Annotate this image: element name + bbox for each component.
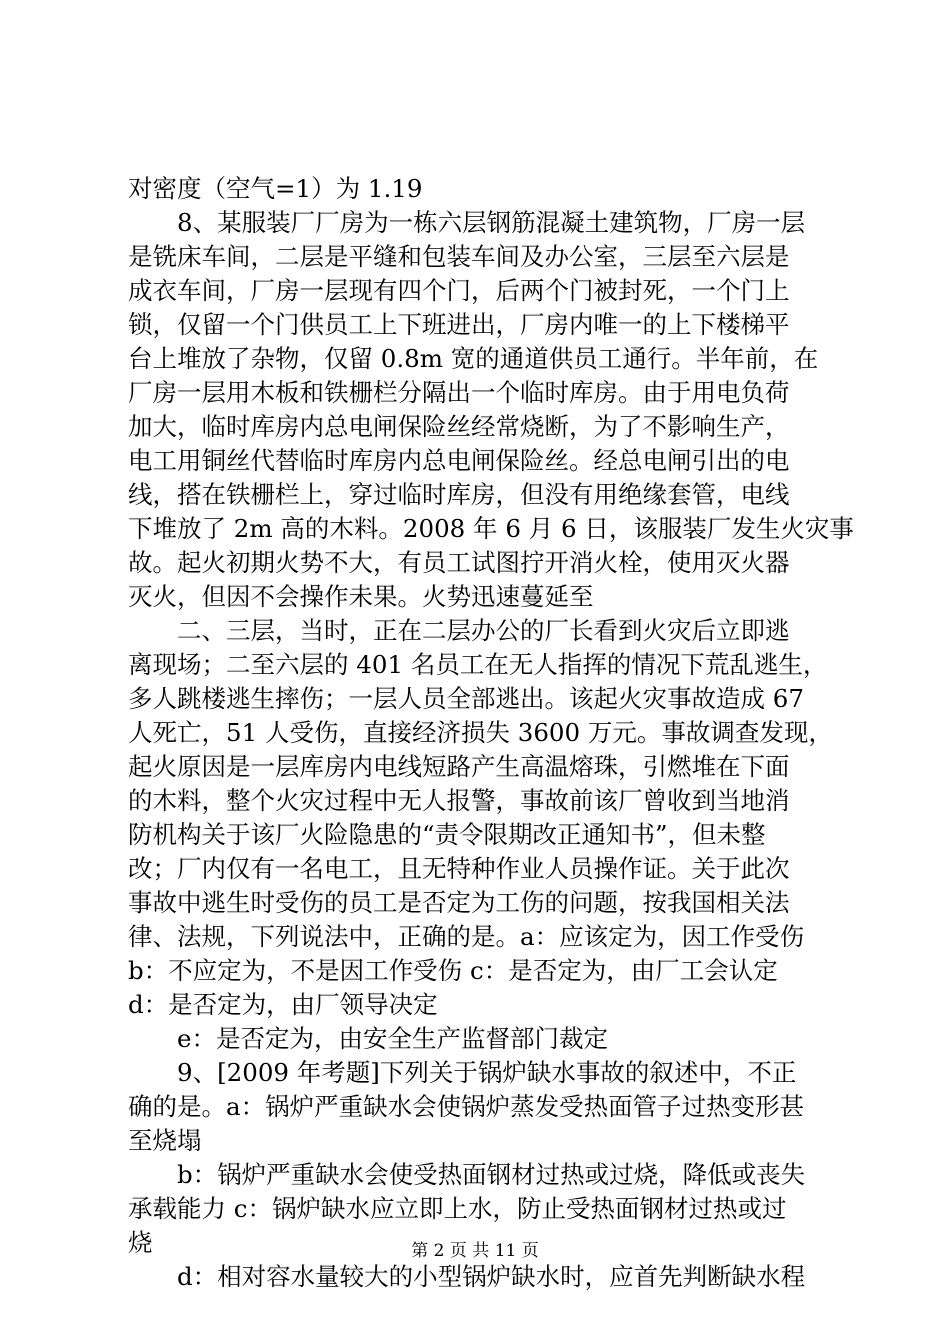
text-line: 人死亡，51 人受伤，直接经济损失 3600 万元。事故调查发现， bbox=[128, 718, 833, 747]
text-line: 律、法规，下列说法中，正确的是。a：应该定为，因工作受伤 bbox=[128, 922, 805, 951]
text-line: 加大，临时库房内总电闸保险丝经常烧断，为了不影响生产， bbox=[128, 412, 790, 441]
text-line: d：是否定为，由厂领导决定 bbox=[128, 990, 438, 1019]
text-line: 故。起火初期火势不大，有员工试图拧开消火栓，使用灭火器 bbox=[128, 548, 790, 577]
page-footer: 第 2 页 共 11 页 bbox=[411, 1241, 539, 1261]
text-line: 至烧塌 bbox=[128, 1126, 202, 1155]
text-line: 起火原因是一层库房内电线短路产生高温熔珠，引燃堆在下面 bbox=[128, 752, 790, 781]
text-line: 多人跳楼逃生摔伤；一层人员全部逃出。该起火灾事故造成 67 bbox=[128, 684, 804, 713]
text-line: 离现场；二至六层的 401 名员工在无人指挥的情况下荒乱逃生， bbox=[128, 650, 828, 679]
text-line: 灭火，但因不会操作未果。火势迅速蔓延至 bbox=[128, 582, 594, 611]
text-line: 的木料，整个火灾过程中无人报警，事故前该厂曾收到当地消 bbox=[128, 786, 790, 815]
text-line: 台上堆放了杂物，仅留 0.8m 宽的通道供员工通行。半年前，在 bbox=[128, 344, 819, 373]
text-line: 9、[2009 年考题]下列关于锅炉缺水事故的叙述中，不正 bbox=[177, 1058, 797, 1087]
text-line: 锁，仅留一个门供员工上下班进出，厂房内唯一的上下楼梯平 bbox=[128, 310, 790, 339]
text-line: e：是否定为，由安全生产监督部门裁定 bbox=[177, 1024, 608, 1053]
text-line: 防机构关于该厂火险隐患的“责令限期改正通知书”，但未整 bbox=[128, 820, 766, 849]
text-line: d：相对容水量较大的小型锅炉缺水时，应首先判断缺水程 bbox=[177, 1262, 806, 1291]
text-line: 厂房一层用木板和铁栅栏分隔出一个临时库房。由于用电负荷 bbox=[128, 378, 790, 407]
text-line: 二、三层，当时，正在二层办公的厂长看到火灾后立即逃 bbox=[177, 616, 790, 645]
text-line: 是铣床车间，二层是平缝和包装车间及办公室，三层至六层是 bbox=[128, 242, 790, 271]
text-line: 8、某服装厂厂房为一栋六层钢筋混凝土建筑物，厂房一层 bbox=[177, 208, 806, 237]
text-line: 烧 bbox=[128, 1228, 153, 1257]
document-body bbox=[128, 172, 854, 1294]
text-line: 电工用铜丝代替临时库房内总电闸保险丝。经总电闸引出的电 bbox=[128, 446, 790, 475]
text-line: 对密度（空气=1）为 1.19 bbox=[128, 174, 423, 203]
text-line: 承载能力 c：锅炉缺水应立即上水，防止受热面钢材过热或过 bbox=[128, 1194, 787, 1223]
text-line: 改；厂内仅有一名电工，且无特种作业人员操作证。关于此次 bbox=[128, 854, 790, 883]
text-line: 下堆放了 2m 高的木料。2008 年 6 月 6 日，该服装厂发生火灾事 bbox=[128, 514, 854, 543]
text-line: b：锅炉严重缺水会使受热面钢材过热或过烧，降低或丧失 bbox=[177, 1160, 806, 1189]
text-line: b：不应定为，不是因工作受伤 c：是否定为，由厂工会认定 bbox=[128, 956, 778, 985]
text-line: 成衣车间，厂房一层现有四个门，后两个门被封死，一个门上 bbox=[128, 276, 790, 305]
text-line: 事故中逃生时受伤的员工是否定为工伤的问题，按我国相关法 bbox=[128, 888, 790, 917]
text-line: 确的是。a：锅炉严重缺水会使锅炉蒸发受热面管子过热变形甚 bbox=[128, 1092, 805, 1121]
text-line: 线，搭在铁栅栏上，穿过临时库房，但没有用绝缘套管，电线 bbox=[128, 480, 790, 509]
